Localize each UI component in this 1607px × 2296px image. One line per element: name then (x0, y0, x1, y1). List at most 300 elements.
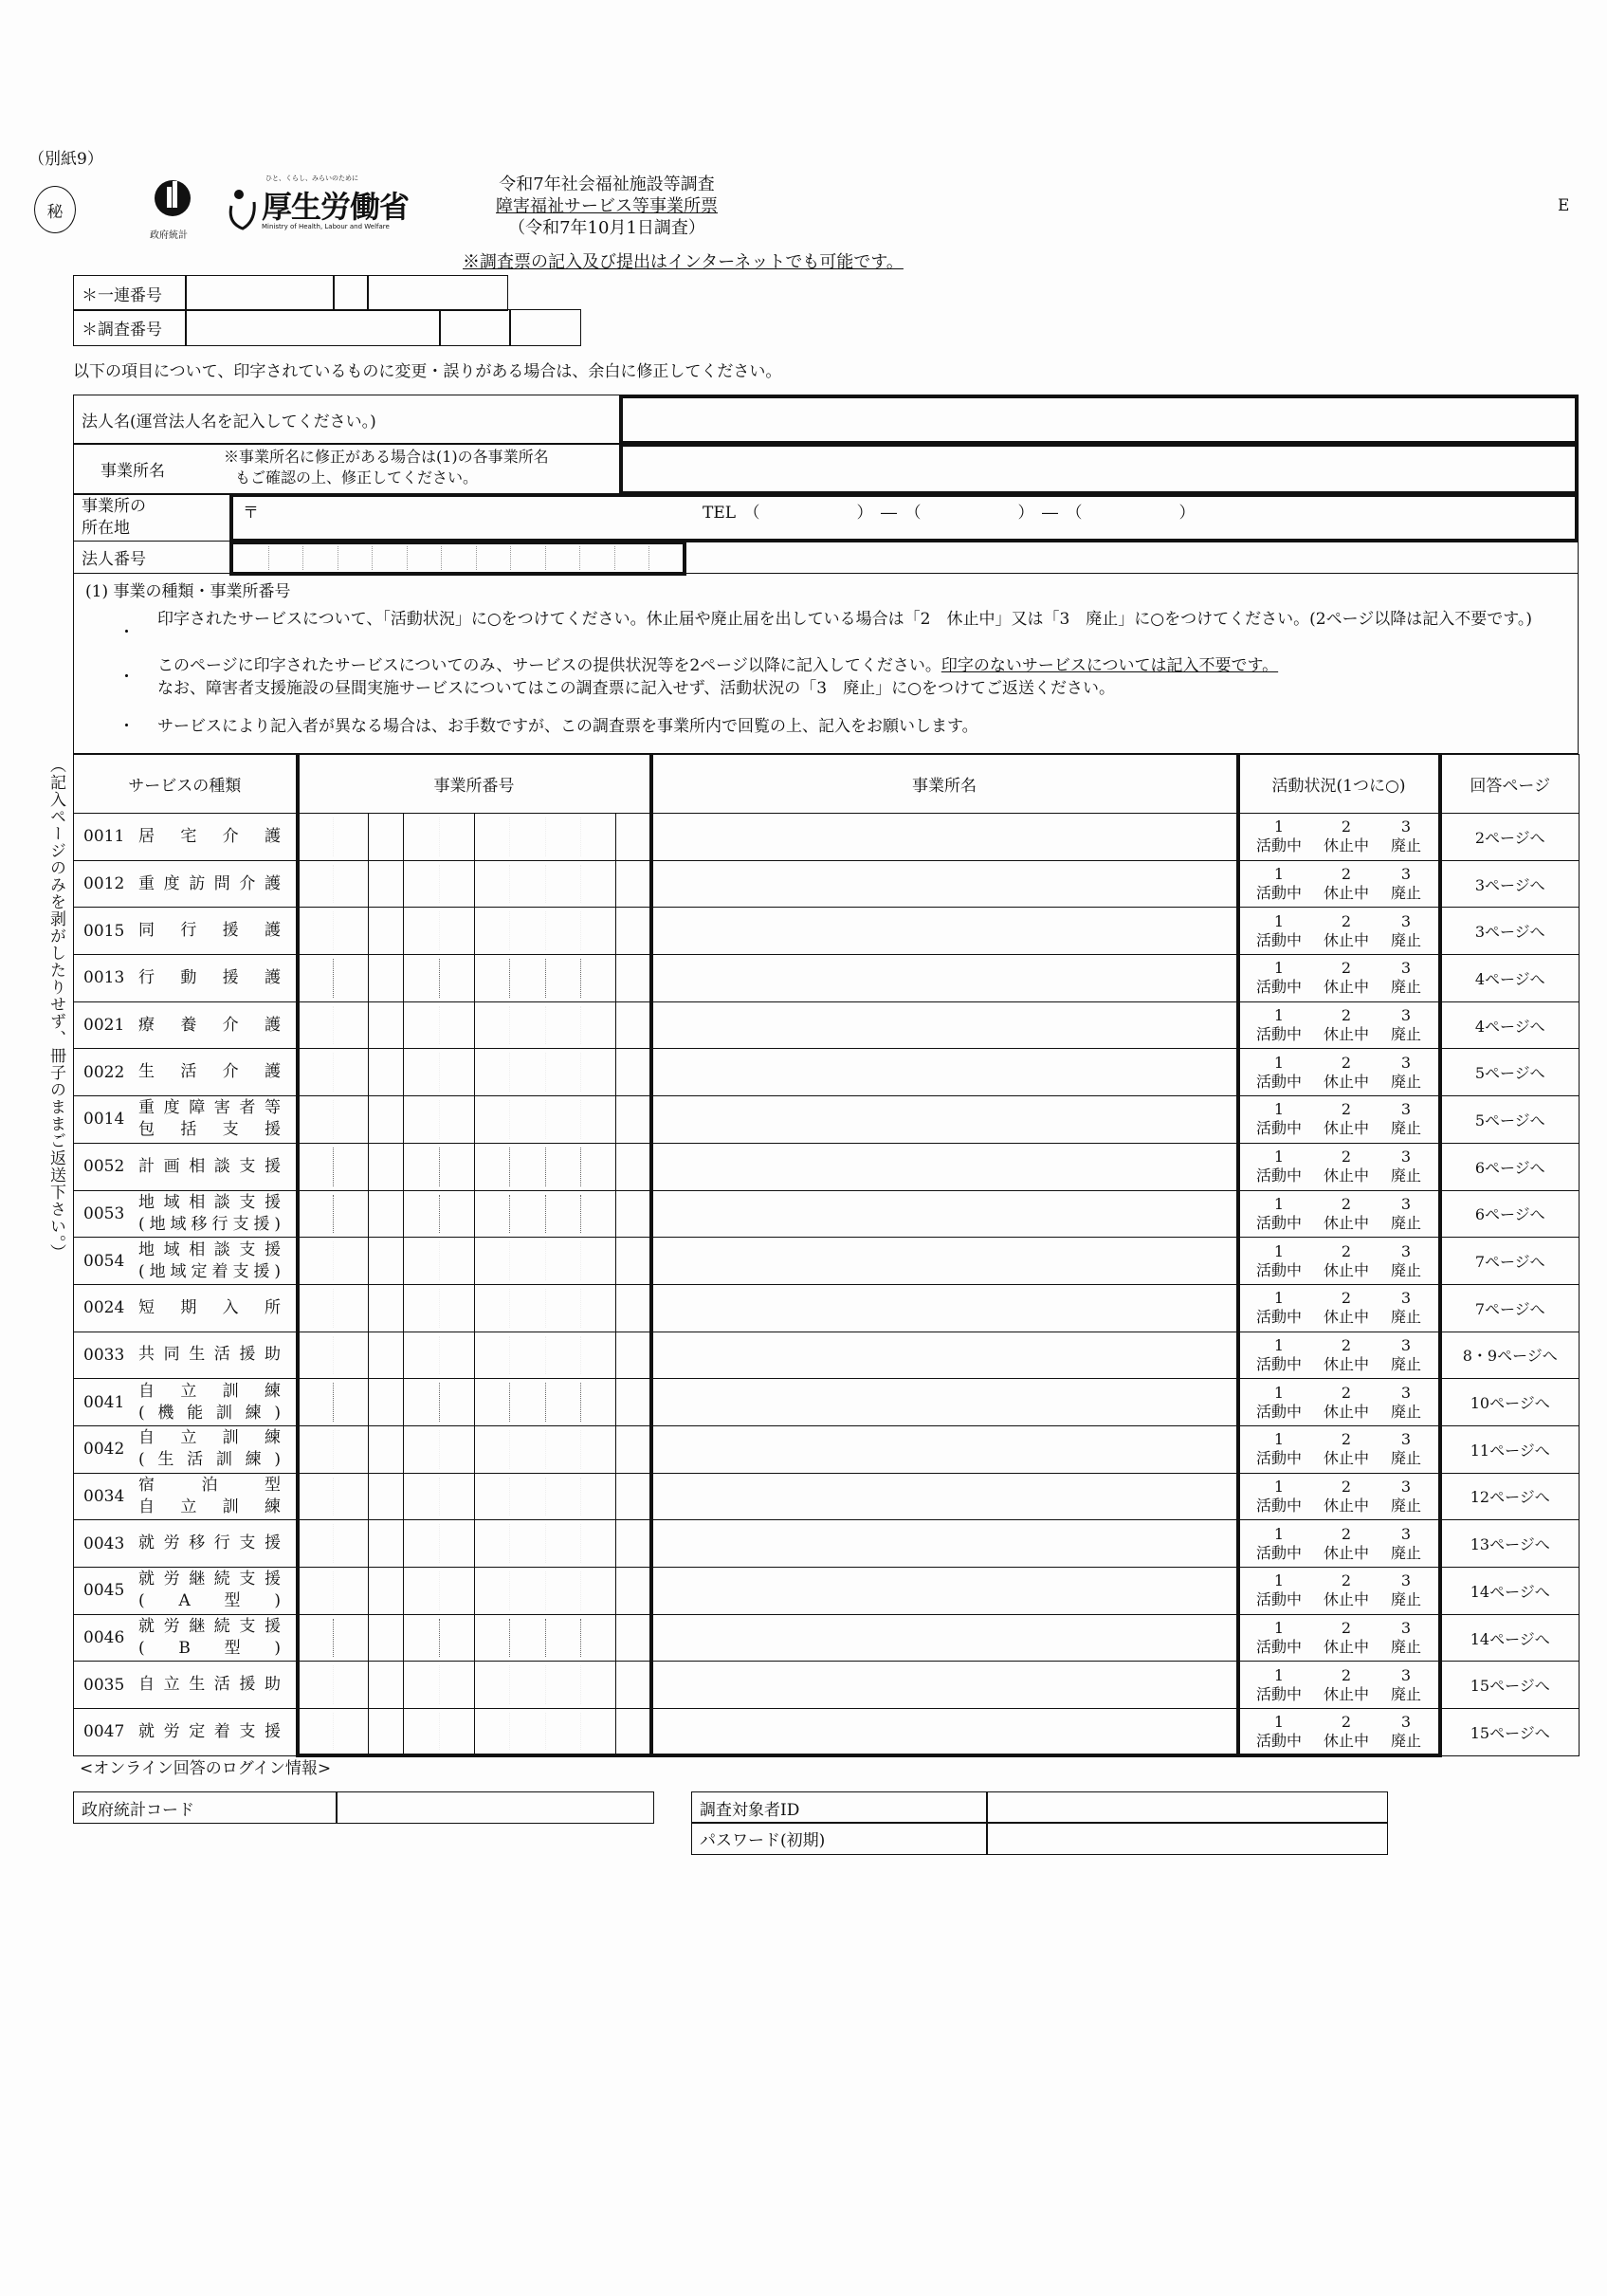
digit-divider (509, 1100, 510, 1139)
activity-status-cell (1238, 1332, 1440, 1379)
table-row (74, 1473, 1580, 1520)
digit-divider (509, 959, 510, 998)
status-option-1[interactable]: 1 活動中 (1255, 865, 1302, 903)
digit-divider (476, 546, 477, 570)
digit-divider (615, 1426, 616, 1473)
status-option-1[interactable]: 1 活動中 (1255, 1289, 1302, 1327)
service-type-cell (74, 1096, 298, 1144)
table-row (74, 1709, 1580, 1756)
digit-divider (509, 1430, 510, 1469)
table-row (74, 1190, 1580, 1238)
digit-divider (474, 1426, 475, 1473)
digit-divider (403, 1379, 404, 1425)
office-name-field[interactable] (651, 1049, 1238, 1096)
attachment-label: （別紙9） (28, 150, 103, 169)
digit-divider (403, 814, 404, 860)
service-type-cell (74, 1568, 298, 1615)
status-option-3[interactable]: 3 廃止 (1390, 1100, 1421, 1138)
address-field[interactable] (229, 493, 1579, 542)
status-option-1[interactable]: 1 活動中 (1255, 1241, 1302, 1279)
status-option-3[interactable]: 3 廃止 (1390, 1241, 1421, 1279)
digit-divider (615, 1379, 616, 1425)
office-name-field[interactable] (651, 1143, 1238, 1190)
status-option-1[interactable]: 1 活動中 (1255, 1430, 1302, 1468)
status-option-2[interactable]: 2 休止中 (1323, 1241, 1369, 1279)
corp-name-label: 法人名(運営法人名を記入してください。) (73, 395, 621, 445)
activity-status-cell (1238, 1284, 1440, 1332)
digit-divider (580, 1383, 581, 1422)
section1-bullet3: ・ サービスにより記入者が異なる場合は、お手数ですが、この調査票を事業所内で回覧の上、記入をお願いします。 (119, 717, 978, 736)
status-option-3[interactable]: 3 廃止 (1390, 1430, 1421, 1468)
digit-divider (509, 1006, 510, 1045)
logo-group (152, 174, 412, 245)
office-number-field[interactable] (298, 1379, 651, 1426)
digit-divider (474, 1379, 475, 1425)
status-option-1[interactable]: 1 活動中 (1255, 1100, 1302, 1138)
service-code: 0013 (83, 968, 125, 988)
office-number-field[interactable] (298, 908, 651, 955)
survey-no-field-2[interactable] (439, 309, 511, 346)
digit-divider (368, 1474, 369, 1520)
office-name-field[interactable] (651, 955, 1238, 1002)
status-option-2[interactable]: 2 休止中 (1323, 1571, 1369, 1609)
digit-divider (615, 908, 616, 954)
digit-divider (545, 865, 546, 904)
office-number-field[interactable] (298, 1425, 651, 1473)
digit-divider (615, 1049, 616, 1095)
digit-divider (403, 1709, 404, 1754)
service-name: 共同生活援助 (138, 1345, 281, 1365)
service-type-cell (74, 1049, 298, 1096)
digit-divider (439, 1053, 440, 1092)
service-type-cell (74, 1473, 298, 1520)
office-name-field[interactable] (651, 1190, 1238, 1238)
office-name-field[interactable] (651, 1568, 1238, 1615)
answer-page: 6ページへ (1440, 1190, 1580, 1238)
office-name-field[interactable] (651, 1379, 1238, 1426)
status-option-2[interactable]: 2 休止中 (1323, 1148, 1369, 1185)
digit-divider (474, 1002, 475, 1049)
service-type-cell (74, 1425, 298, 1473)
status-option-2[interactable]: 2 休止中 (1323, 959, 1369, 997)
digit-divider (580, 817, 581, 856)
digit-divider (509, 911, 510, 950)
status-option-2[interactable]: 2 休止中 (1323, 1053, 1369, 1091)
office-name-field[interactable] (651, 1238, 1238, 1285)
digit-divider (509, 1524, 510, 1563)
digit-divider (368, 1191, 369, 1238)
status-option-3[interactable]: 3 廃止 (1390, 1619, 1421, 1657)
office-number-field[interactable] (298, 1520, 651, 1568)
digit-divider (368, 1285, 369, 1332)
form-title: 障害福祉サービス等事業所票 (496, 196, 718, 216)
serial-field-2[interactable] (333, 275, 369, 311)
digit-divider (474, 955, 475, 1001)
office-name-field[interactable] (651, 1096, 1238, 1144)
status-option-2[interactable]: 2 休止中 (1323, 1100, 1369, 1138)
table-row (74, 1001, 1580, 1049)
digit-divider (580, 1148, 581, 1186)
status-option-2[interactable]: 2 休止中 (1323, 1289, 1369, 1327)
digit-divider (580, 1571, 581, 1610)
service-type-cell (74, 860, 298, 908)
office-number-field[interactable] (298, 1709, 651, 1756)
office-number-field[interactable] (298, 814, 651, 861)
status-option-1[interactable]: 1 活動中 (1255, 1619, 1302, 1657)
answer-page: 14ページへ (1440, 1568, 1580, 1615)
digit-divider (509, 1336, 510, 1375)
digit-divider (368, 1709, 369, 1754)
digit-divider (368, 861, 369, 908)
digit-divider (439, 817, 440, 856)
answer-page: 13ページへ (1440, 1520, 1580, 1568)
digit-divider (333, 1383, 334, 1422)
digit-divider (372, 546, 373, 570)
digit-divider (580, 911, 581, 950)
service-name: 同行援護 (138, 921, 281, 941)
status-option-3[interactable]: 3 廃止 (1390, 1571, 1421, 1609)
answer-page: 4ページへ (1440, 1001, 1580, 1049)
address-label: 事業所の 所在地 (73, 493, 231, 542)
digit-divider (439, 911, 440, 950)
office-name-field[interactable] (651, 1614, 1238, 1662)
digit-divider (509, 1148, 510, 1186)
digit-divider (615, 1238, 616, 1284)
status-option-1[interactable]: 1 活動中 (1255, 1524, 1302, 1562)
office-name-field[interactable] (651, 1284, 1238, 1332)
table-row (74, 1662, 1580, 1709)
digit-divider (333, 1148, 334, 1186)
office-number-field[interactable] (298, 1332, 651, 1379)
password-field[interactable] (986, 1822, 1388, 1855)
status-option-2[interactable]: 2 休止中 (1323, 911, 1369, 949)
service-type-cell (74, 1709, 298, 1756)
status-option-1[interactable]: 1 活動中 (1255, 911, 1302, 949)
status-option-2[interactable]: 2 休止中 (1323, 817, 1369, 855)
digit-divider (439, 1524, 440, 1563)
digit-divider (545, 1665, 546, 1704)
digit-divider (509, 1289, 510, 1328)
section1-title: (1) 事業の種類・事業所番号 (85, 582, 291, 601)
service-name: 療養介護 (138, 1015, 281, 1035)
office-name-field[interactable] (651, 1473, 1238, 1520)
digit-divider (368, 1662, 369, 1708)
digit-divider (510, 546, 511, 570)
digit-divider (509, 1619, 510, 1658)
service-code: 0046 (83, 1628, 125, 1648)
office-number-field[interactable] (298, 1662, 651, 1709)
table-row (74, 1568, 1580, 1615)
status-option-2[interactable]: 2 休止中 (1323, 1383, 1369, 1421)
service-name: 短期入所 (138, 1297, 281, 1317)
digit-divider (509, 1713, 510, 1750)
status-option-3[interactable]: 3 廃止 (1390, 1477, 1421, 1515)
status-option-3[interactable]: 3 廃止 (1390, 1006, 1421, 1044)
office-number-field[interactable] (298, 1284, 651, 1332)
status-option-1[interactable]: 1 活動中 (1255, 1006, 1302, 1044)
side-note: （記入ページのみを剥がしたりせず、冊子のままご返送下さい。） (46, 757, 65, 1261)
digit-divider (615, 1615, 616, 1662)
digit-divider (333, 1524, 334, 1563)
activity-status-cell (1238, 1614, 1440, 1662)
office-name-field[interactable] (651, 860, 1238, 908)
status-option-1[interactable]: 1 活動中 (1255, 1335, 1302, 1373)
office-number-field[interactable] (298, 1001, 651, 1049)
digit-divider (439, 1336, 440, 1375)
corp-name-field[interactable] (619, 395, 1579, 445)
service-name: 就労継続支援 ( B 型 ) (138, 1617, 281, 1659)
office-name-field[interactable] (651, 1520, 1238, 1568)
status-option-2[interactable]: 2 休止中 (1323, 1665, 1369, 1703)
status-option-1[interactable]: 1 活動中 (1255, 1477, 1302, 1515)
respondent-id-label: 調査対象者ID (691, 1791, 988, 1824)
digit-divider (333, 1665, 334, 1704)
digit-divider (580, 1195, 581, 1234)
office-number-field[interactable] (298, 1473, 651, 1520)
table-row (74, 1284, 1580, 1332)
digit-divider (403, 861, 404, 908)
status-option-3[interactable]: 3 廃止 (1390, 1053, 1421, 1091)
activity-status-cell (1238, 1190, 1440, 1238)
digit-divider (580, 1619, 581, 1658)
serial-field-3[interactable] (367, 275, 508, 311)
status-option-3[interactable]: 3 廃止 (1390, 1383, 1421, 1421)
digit-divider (580, 1241, 581, 1280)
service-code: 0024 (83, 1298, 125, 1318)
answer-page: 3ページへ (1440, 908, 1580, 955)
digit-divider (580, 1430, 581, 1469)
service-code: 0034 (83, 1486, 125, 1506)
digit-divider (615, 814, 616, 860)
status-option-1[interactable]: 1 活動中 (1255, 1148, 1302, 1185)
service-name: 就労移行支援 (138, 1534, 281, 1553)
digit-divider (333, 1430, 334, 1469)
survey-no-label: ＊調査番号 (73, 309, 187, 346)
office-number-field[interactable] (298, 1049, 651, 1096)
status-option-2[interactable]: 2 休止中 (1323, 1335, 1369, 1373)
digit-divider (333, 817, 334, 856)
internet-note[interactable]: ※調査票の記入及び提出はインターネットでも可能です。 (463, 252, 904, 272)
digit-divider (545, 1053, 546, 1092)
status-option-1[interactable]: 1 活動中 (1255, 817, 1302, 855)
digit-divider (474, 1238, 475, 1284)
digit-divider (439, 1478, 440, 1516)
digit-divider (439, 1571, 440, 1610)
service-code: 0021 (83, 1016, 125, 1036)
service-name: 重度障害者等 包括支援 (138, 1098, 281, 1140)
status-option-1[interactable]: 1 活動中 (1255, 959, 1302, 997)
office-name-field[interactable] (651, 1662, 1238, 1709)
digit-divider (368, 1049, 369, 1095)
digit-divider (545, 1195, 546, 1234)
service-type-cell (74, 1662, 298, 1709)
digit-divider (474, 1662, 475, 1708)
service-code: 0033 (83, 1345, 125, 1365)
digit-divider (368, 1002, 369, 1049)
serial-field-1[interactable] (185, 275, 335, 311)
digit-divider (509, 1571, 510, 1610)
office-name-field[interactable] (651, 1425, 1238, 1473)
table-row (74, 1379, 1580, 1426)
office-number-field[interactable] (298, 1143, 651, 1190)
status-option-1[interactable]: 1 活動中 (1255, 1053, 1302, 1091)
office-name-note: ※事業所名に修正がある場合は(1)の各事業所名 もご確認の上、修正してください。 (224, 448, 549, 487)
status-option-2[interactable]: 2 休止中 (1323, 1430, 1369, 1468)
digit-divider (545, 1289, 546, 1328)
digit-divider (545, 1100, 546, 1139)
office-number-field[interactable] (298, 955, 651, 1002)
status-option-1[interactable]: 1 活動中 (1255, 1194, 1302, 1232)
answer-page: 11ページへ (1440, 1425, 1580, 1473)
digit-divider (615, 1709, 616, 1754)
status-option-2[interactable]: 2 休止中 (1323, 1524, 1369, 1562)
office-name-field[interactable] (651, 908, 1238, 955)
digit-divider (545, 1713, 546, 1750)
table-row (74, 1049, 1580, 1096)
status-option-3[interactable]: 3 廃止 (1390, 1148, 1421, 1185)
header-activity-status: 活動状況(1つに○) (1238, 755, 1440, 814)
digit-divider (403, 1096, 404, 1143)
status-option-3[interactable]: 3 廃止 (1390, 865, 1421, 903)
survey-no-field-1[interactable] (185, 309, 441, 346)
office-number-field[interactable] (298, 1568, 651, 1615)
survey-no-field-3[interactable] (509, 309, 581, 346)
status-option-2[interactable]: 2 休止中 (1323, 1006, 1369, 1044)
confidential-seal: 秘 (34, 186, 76, 233)
digit-divider (439, 1619, 440, 1658)
status-option-1[interactable]: 1 活動中 (1255, 1665, 1302, 1703)
office-name-field[interactable] (619, 443, 1579, 495)
digit-divider (439, 1713, 440, 1750)
digit-divider (403, 1002, 404, 1049)
digit-divider (474, 1474, 475, 1520)
digit-divider (368, 1332, 369, 1379)
office-number-field[interactable] (298, 860, 651, 908)
status-option-3[interactable]: 3 廃止 (1390, 1194, 1421, 1232)
status-option-2[interactable]: 2 休止中 (1323, 1477, 1369, 1515)
table-row (74, 1238, 1580, 1285)
activity-status-cell (1238, 1143, 1440, 1190)
office-name-field[interactable] (651, 814, 1238, 861)
activity-status-cell (1238, 860, 1440, 908)
table-row (74, 1096, 1580, 1144)
office-name-field[interactable] (651, 1001, 1238, 1049)
office-number-field[interactable] (298, 1614, 651, 1662)
office-number-field[interactable] (298, 1238, 651, 1285)
status-option-3[interactable]: 3 廃止 (1390, 1335, 1421, 1373)
status-option-3[interactable]: 3 廃止 (1390, 1665, 1421, 1703)
office-number-field[interactable] (298, 1096, 651, 1144)
office-name-field[interactable] (651, 1709, 1238, 1756)
digit-divider (333, 1336, 334, 1375)
digit-divider (368, 1144, 369, 1190)
activity-status-cell (1238, 1568, 1440, 1615)
activity-status-cell (1238, 1238, 1440, 1285)
status-option-2[interactable]: 2 休止中 (1323, 1619, 1369, 1657)
digit-divider (333, 1478, 334, 1516)
stats-code-label: 政府統計コード (73, 1791, 338, 1824)
status-option-1[interactable]: 1 活動中 (1255, 1571, 1302, 1609)
table-row (74, 860, 1580, 908)
logo-stats-text: 政府統計 (150, 230, 188, 241)
digit-divider (474, 1332, 475, 1379)
digit-divider (545, 817, 546, 856)
status-option-2[interactable]: 2 休止中 (1323, 1194, 1369, 1232)
digit-divider (403, 1332, 404, 1379)
section1-bullet1: ・ 印字されたサービスについて、「活動状況」に○をつけてください。休止届や廃止届を出している場合は「2 休止中」又は「3 廃止」に○をつけてください。(2ページ以降は記入不要です。) (119, 610, 1532, 642)
digit-divider (439, 1665, 440, 1704)
service-type-cell (74, 955, 298, 1002)
digit-divider (403, 1568, 404, 1614)
digit-divider (403, 1144, 404, 1190)
status-option-3[interactable]: 3 廃止 (1390, 1524, 1421, 1562)
status-option-1[interactable]: 1 活動中 (1255, 1712, 1302, 1750)
digit-divider (333, 1289, 334, 1328)
digit-divider (474, 908, 475, 954)
digit-divider (333, 1195, 334, 1234)
header-office-number: 事業所番号 (298, 755, 651, 814)
digit-divider (439, 1383, 440, 1422)
digit-divider (580, 959, 581, 998)
digit-divider (439, 1241, 440, 1280)
digit-divider (403, 1285, 404, 1332)
office-name-field[interactable] (651, 1332, 1238, 1379)
service-name: 自立訓練 (生活訓練) (138, 1428, 281, 1470)
service-code: 0015 (83, 921, 125, 941)
answer-page: 15ページへ (1440, 1709, 1580, 1756)
activity-status-cell (1238, 1520, 1440, 1568)
office-number-field[interactable] (298, 1190, 651, 1238)
status-option-3[interactable]: 3 廃止 (1390, 959, 1421, 997)
status-option-2[interactable]: 2 休止中 (1323, 865, 1369, 903)
digit-divider (474, 814, 475, 860)
status-option-3[interactable]: 3 廃止 (1390, 817, 1421, 855)
table-row (74, 955, 1580, 1002)
header-office-name: 事業所名 (651, 755, 1238, 814)
service-code: 0047 (83, 1722, 125, 1742)
answer-page: 14ページへ (1440, 1614, 1580, 1662)
corp-number-field[interactable] (229, 541, 686, 576)
service-type-cell (74, 1520, 298, 1568)
status-option-3[interactable]: 3 廃止 (1390, 911, 1421, 949)
digit-divider (333, 1713, 334, 1750)
digit-divider (403, 1662, 404, 1708)
service-type-cell (74, 1001, 298, 1049)
respondent-id-field[interactable] (986, 1791, 1388, 1824)
service-code: 0053 (83, 1203, 125, 1223)
password-label: パスワード(初期) (691, 1822, 988, 1855)
digit-divider (615, 1285, 616, 1332)
digit-divider (545, 911, 546, 950)
activity-status-cell (1238, 955, 1440, 1002)
office-name-label-cell (73, 443, 621, 495)
digit-divider (474, 1615, 475, 1662)
service-name: 就労定着支援 (138, 1721, 281, 1741)
digit-divider (580, 1053, 581, 1092)
digit-divider (333, 865, 334, 904)
digit-divider (580, 1665, 581, 1704)
digit-divider (474, 1285, 475, 1332)
status-option-2[interactable]: 2 休止中 (1323, 1712, 1369, 1750)
digit-divider (333, 1100, 334, 1139)
tel-field[interactable]: TEL （ ） ― （ ） ― （ ） (703, 504, 1196, 523)
status-option-3[interactable]: 3 廃止 (1390, 1712, 1421, 1750)
status-option-3[interactable]: 3 廃止 (1390, 1289, 1421, 1327)
activity-status-cell (1238, 1049, 1440, 1096)
service-name: 宿泊型 自立訓練 (138, 1475, 281, 1516)
stats-code-field[interactable] (336, 1791, 654, 1824)
status-option-1[interactable]: 1 活動中 (1255, 1383, 1302, 1421)
